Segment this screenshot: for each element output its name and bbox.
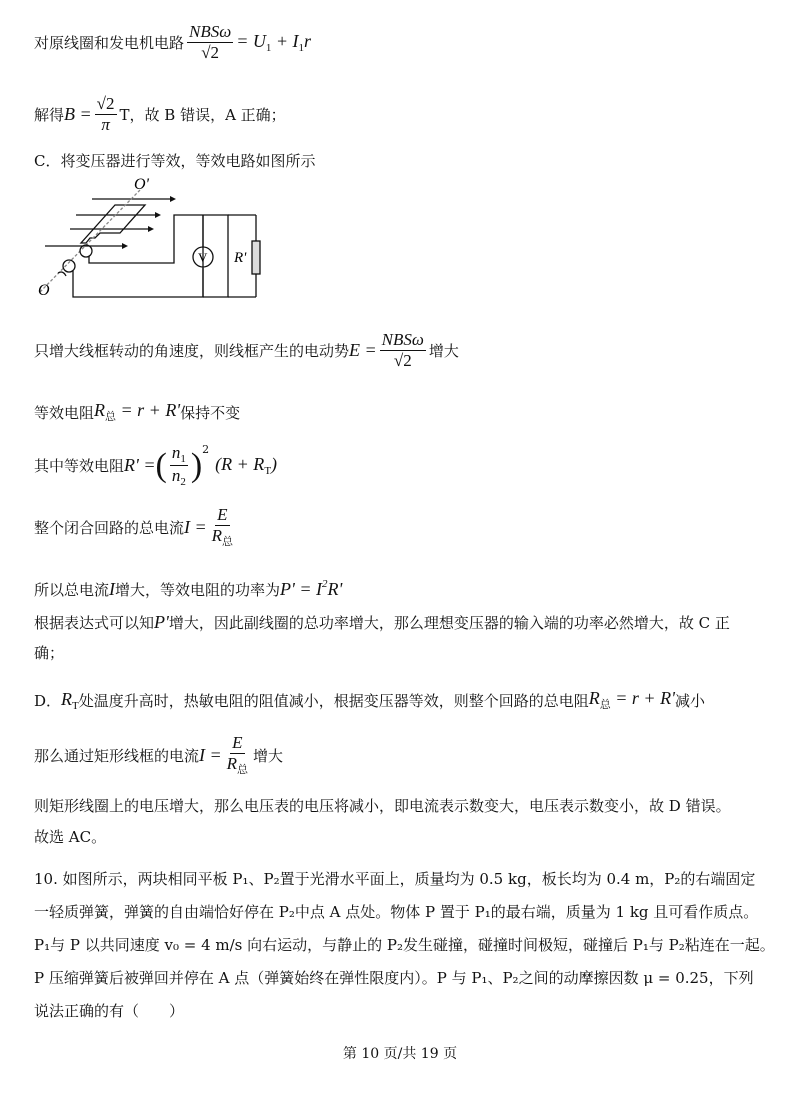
exponent: 2 — [202, 443, 210, 456]
text: 增大 — [253, 746, 284, 765]
formula: + I — [271, 31, 299, 51]
text: 所以总电流 — [34, 580, 110, 599]
text: 解得 — [34, 106, 65, 124]
sub: 2 — [180, 476, 186, 488]
text: P 压缩弹簧后被弹回并停在 A 点（弹簧始终在弹性限度内）。P 与 P₁、P₂之间的动摩擦因数 μ = 0.25，下列 — [34, 969, 754, 987]
formula: I — [109, 578, 116, 599]
formula: R' = — [124, 455, 156, 475]
text: 那么通过矩形线框的电流 — [34, 746, 200, 765]
numerator: E — [232, 733, 243, 752]
formula: = r + R' — [615, 688, 675, 708]
text: 增大 — [428, 342, 459, 360]
sub: T — [72, 699, 79, 712]
page-footer: 第 10 页/共 19 页 — [342, 1046, 458, 1062]
line-10 — [34, 642, 64, 663]
line-13 — [34, 795, 731, 816]
formula: = r + R' — [120, 400, 181, 420]
text: D． — [34, 691, 62, 710]
sub: 总 — [105, 411, 117, 423]
question-line-2 — [34, 901, 758, 922]
formula: R' — [327, 579, 343, 599]
numerator: E — [217, 505, 228, 524]
exponent: 2 — [322, 578, 328, 590]
formula: (R + R — [215, 454, 265, 474]
sub: T — [264, 465, 272, 477]
text: 减小 — [674, 691, 705, 710]
text: 只增大线框转动的角速度，则线框产生的电动势 — [34, 342, 350, 360]
formula: R — [61, 688, 73, 709]
text: 说法正确的有（ ） — [34, 1002, 185, 1020]
formula: ) — [271, 454, 278, 474]
resistor-label: R' — [234, 250, 247, 266]
line-7 — [34, 505, 238, 549]
text: 处温度升高时，热敏电阻的阻值减小，根据变压器等效，则整个回路的总电阻 — [78, 691, 589, 710]
formula: P' — [154, 612, 169, 632]
text: 10. 如图所示，两块相同平板 P₁、P₂置于光滑水平面上，质量均为 0.5 kg，板长均为 0.4 m，P₂的右端固定 — [34, 870, 756, 888]
denominator: π — [101, 115, 110, 134]
formula: P' = I — [280, 579, 323, 599]
sub: 总 — [222, 536, 234, 548]
line-1 — [34, 22, 311, 63]
line-4 — [34, 330, 459, 371]
text: 其中等效电阻 — [34, 457, 125, 475]
formula: I = — [199, 744, 222, 765]
line-3 — [34, 150, 315, 171]
fraction — [210, 505, 235, 549]
fraction — [170, 443, 188, 488]
question-line-3 — [34, 934, 775, 955]
text: 增大，等效电阻的功率为 — [115, 580, 281, 599]
sub: 1 — [298, 42, 305, 54]
text: 增大，因此副线圈的总功率增大，那么理想变压器的输入端的功率必然增大，故 C 正 — [168, 614, 730, 632]
numerator: √2 — [96, 94, 115, 113]
text: 确； — [34, 644, 65, 662]
formula: R — [94, 400, 106, 420]
denominator: R — [211, 526, 223, 545]
line-8 — [34, 578, 342, 600]
denominator: √2 — [393, 351, 412, 370]
denominator: R — [226, 754, 238, 773]
text: 对原线圈和发电机电路 — [34, 34, 185, 52]
question-line-5 — [34, 1000, 184, 1021]
fraction — [187, 22, 233, 63]
text: 故选 AC。 — [34, 828, 107, 846]
label-o: O — [38, 282, 50, 299]
denominator: n — [171, 466, 181, 485]
formula: R — [588, 688, 600, 708]
text: P₁与 P 以共同速度 v₀ = 4 m/s 向右运动，与静止的 P₂发生碰撞，碰撞时间极短，碰撞后 P₁与 P₂粘连在一起。 — [34, 936, 775, 954]
fraction — [380, 330, 426, 371]
text: T，故 B 错误，A 正确； — [119, 106, 286, 124]
text: 则矩形线圈上的电压增大，那么电压表的电压将减小，即电流表示数变大，电压表示数变小，故 D 错误。 — [34, 797, 731, 815]
text: 根据表达式可以知 — [34, 614, 155, 632]
line-6: 其中等效电阻 R' = ( $\frac{n_1}{n_2}$ ) 2 $(R + R_T)$ — [34, 443, 278, 488]
line-14 — [34, 826, 106, 847]
sub: 1 — [265, 42, 272, 54]
numerator: n — [171, 443, 181, 462]
circuit-diagram — [30, 170, 290, 310]
line-12 — [34, 733, 283, 777]
sub: 总 — [599, 699, 611, 711]
formula: = U — [236, 31, 266, 51]
line-2 — [34, 94, 286, 135]
text: 等效电阻 — [34, 403, 95, 422]
line-11 — [34, 688, 705, 712]
text: C．将变压器进行等效，等效电路如图所示 — [34, 152, 316, 170]
numerator: NBSω — [189, 22, 232, 41]
line-9 — [34, 612, 730, 633]
denominator: √2 — [201, 43, 220, 62]
question-line-4 — [34, 967, 754, 988]
formula: r — [304, 31, 312, 51]
question-line-1 — [34, 868, 755, 889]
label-o-prime: O' — [134, 176, 149, 193]
text: 整个闭合回路的总电流 — [34, 518, 185, 537]
line-5 — [34, 400, 240, 424]
sub: 总 — [237, 764, 249, 776]
fraction — [95, 94, 117, 135]
formula: B = — [64, 104, 92, 124]
fraction — [225, 733, 250, 777]
voltmeter-label: V — [198, 250, 208, 265]
sub: 1 — [180, 453, 186, 465]
formula: E = — [349, 340, 377, 360]
numerator: NBSω — [381, 330, 424, 349]
text: 一轻质弹簧，弹簧的自由端恰好停在 P₂中点 A 点处。物体 P 置于 P₁的最右端，质量为 1 kg 且可看作质点。 — [34, 903, 759, 921]
formula: I = — [184, 516, 207, 537]
text: 保持不变 — [180, 403, 241, 422]
